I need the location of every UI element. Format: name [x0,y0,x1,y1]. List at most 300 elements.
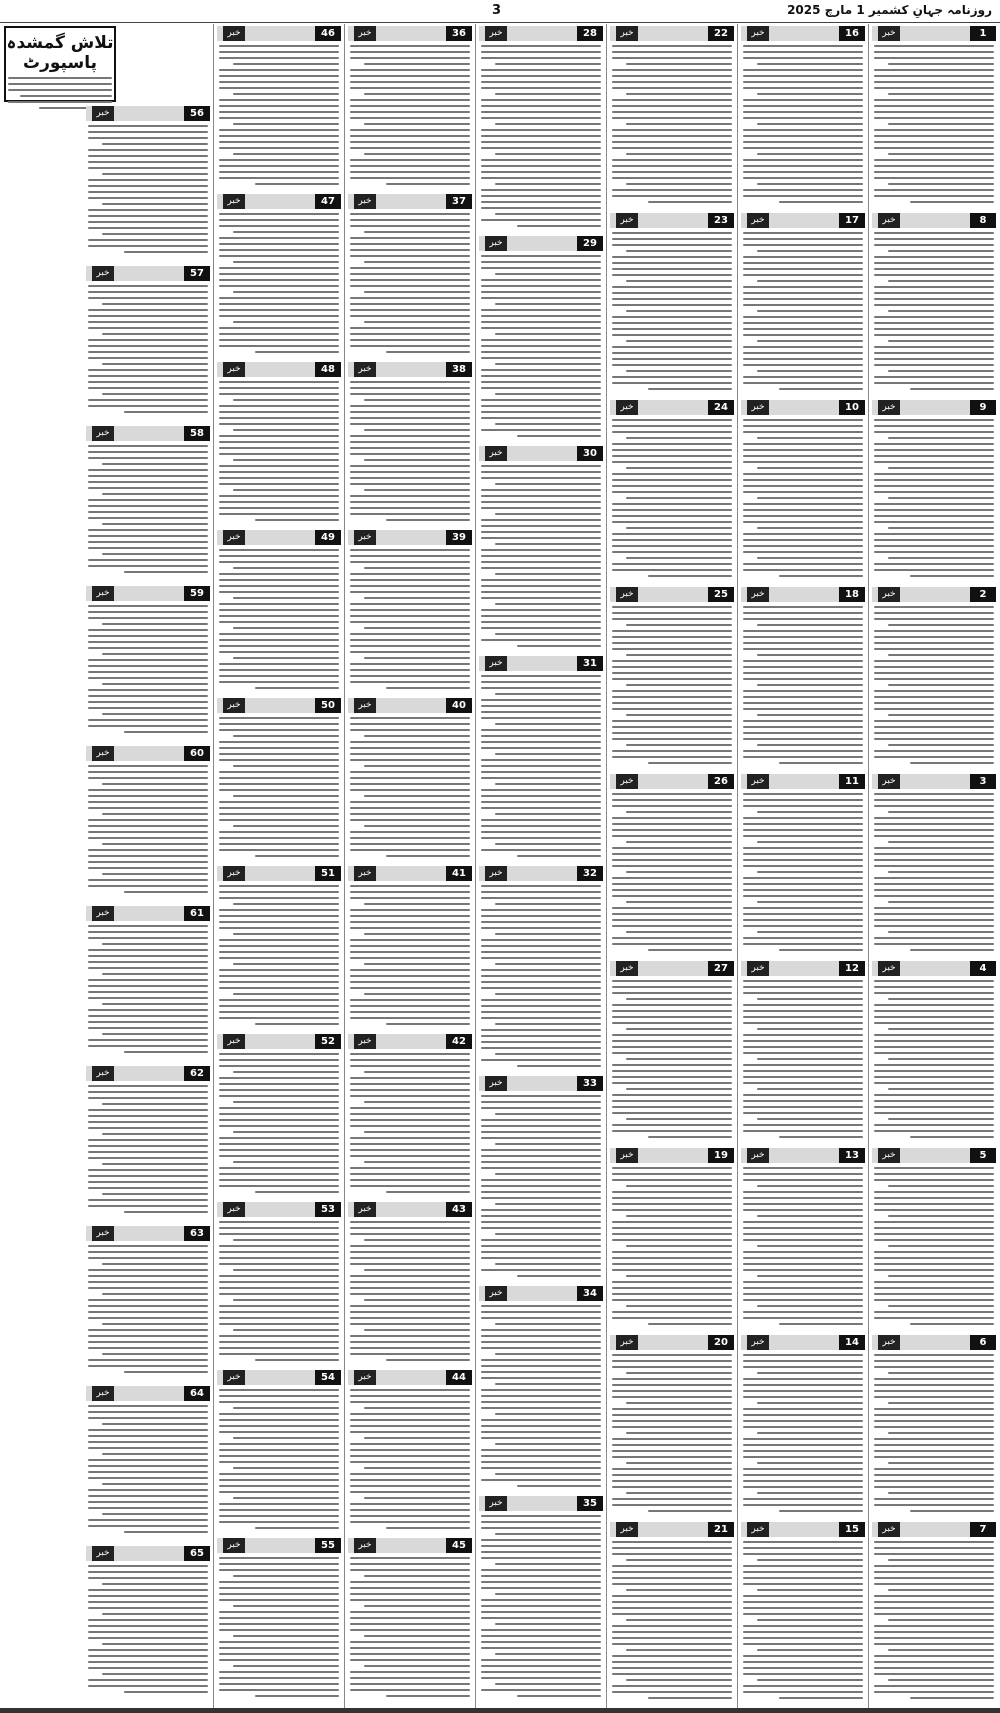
article-number-badge: 28 [577,26,603,41]
article-header-bar [872,400,996,415]
section-tag: خبر [485,1076,507,1091]
section-tag: خبر [92,746,114,761]
section-tag: خبر [223,1538,245,1553]
section-tag: خبر [878,774,900,789]
article-number-badge: 23 [708,213,734,228]
article-number-badge: 8 [970,213,996,228]
article-number-badge: 16 [839,26,865,41]
article-header-bar [479,26,603,41]
article-18 [741,587,865,770]
article-number-badge: 54 [315,1370,341,1385]
article-58 [86,426,210,582]
article-header-bar [479,1496,603,1511]
article-number-badge: 12 [839,961,865,976]
article-header-bar [610,26,734,41]
article-number-badge: 38 [446,362,472,377]
article-header-bar [872,1522,996,1537]
article-body-text [86,285,210,413]
article-header-bar [217,1034,341,1049]
section-tag: خبر [616,961,638,976]
article-40 [348,698,472,862]
article-header-bar [479,446,603,461]
article-61 [86,906,210,1062]
article-header-bar [348,1034,472,1049]
article-number-badge: 26 [708,774,734,789]
article-25 [610,587,734,770]
article-body-text [741,232,865,390]
article-37 [348,194,472,358]
column-divider [868,24,869,1708]
article-body-text [217,45,341,185]
section-tag: خبر [616,1335,638,1350]
article-number-badge: 11 [839,774,865,789]
article-27 [610,961,734,1144]
article-number-badge: 58 [184,426,210,441]
article-header-bar [86,1386,210,1401]
column-divider [606,24,607,1708]
article-header-bar [479,866,603,881]
article-body-text [86,1565,210,1693]
article-body-text [348,1557,472,1697]
article-body-text [348,381,472,521]
article-body-text [217,885,341,1025]
col-3 [610,24,734,1708]
article-body-text [741,45,865,203]
article-body-text [610,980,734,1138]
article-body-text [872,1167,996,1325]
article-9 [872,400,996,583]
article-header-bar [217,362,341,377]
section-tag: خبر [223,1370,245,1385]
article-number-badge: 10 [839,400,865,415]
section-tag: خبر [354,1370,376,1385]
article-48 [217,362,341,526]
article-12 [741,961,865,1144]
lost-passport-notice [4,26,116,102]
article-34 [479,1286,603,1492]
article-number-badge: 42 [446,1034,472,1049]
article-body-text [610,793,734,951]
article-body-text [217,549,341,689]
section-tag: خبر [878,1335,900,1350]
article-body-text [741,419,865,577]
article-body-text [610,1167,734,1325]
article-number-badge: 33 [577,1076,603,1091]
article-header-bar [872,961,996,976]
article-number-badge: 36 [446,26,472,41]
article-number-badge: 65 [184,1546,210,1561]
column-divider [344,24,345,1708]
article-header-bar [741,961,865,976]
section-tag: خبر [616,26,638,41]
section-tag: خبر [747,1148,769,1163]
article-header-bar [872,213,996,228]
article-number-badge: 29 [577,236,603,251]
article-body-text [872,793,996,951]
page-footer-rule [0,1708,1000,1713]
article-header-bar [610,961,734,976]
article-header-bar [741,587,865,602]
section-tag: خبر [223,1202,245,1217]
article-body-text [872,1354,996,1512]
article-header-bar [86,1066,210,1081]
notice-title: تلاش گمشدہ پاسپورٹ [6,33,114,73]
section-tag: خبر [616,1148,638,1163]
article-body-text [610,1354,734,1512]
article-number-badge: 15 [839,1522,865,1537]
section-tag: خبر [92,906,114,921]
article-number-badge: 14 [839,1335,865,1350]
section-tag: خبر [354,26,376,41]
article-59 [86,586,210,742]
article-body-text [741,1167,865,1325]
article-body-text [872,1541,996,1699]
article-46 [217,26,341,190]
article-number-badge: 9 [970,400,996,415]
section-tag: خبر [485,446,507,461]
section-tag: خبر [747,774,769,789]
article-42 [348,1034,472,1198]
article-body-text [479,885,603,1067]
article-header-bar [610,1335,734,1350]
section-tag: خبر [485,866,507,881]
article-header-bar [741,1522,865,1537]
article-26 [610,774,734,957]
section-tag: خبر [878,587,900,602]
article-number-badge: 32 [577,866,603,881]
article-header-bar [348,362,472,377]
article-body-text [217,1557,341,1697]
section-tag: خبر [354,1034,376,1049]
article-22 [610,26,734,209]
article-body-text [86,925,210,1053]
article-header-bar [348,698,472,713]
article-52 [217,1034,341,1198]
article-65 [86,1546,210,1702]
article-14 [741,1335,865,1518]
date-line: روزنامہ جہانِ کشمیر 1 مارچ 2025 [787,3,992,17]
section-tag: خبر [878,26,900,41]
section-tag: خبر [92,426,114,441]
article-body-text [872,419,996,577]
article-body-text [741,606,865,764]
article-24 [610,400,734,583]
section-tag: خبر [878,213,900,228]
article-body-text [610,419,734,577]
article-number-badge: 46 [315,26,341,41]
section-tag: خبر [616,400,638,415]
article-number-badge: 22 [708,26,734,41]
column-divider [475,24,476,1708]
article-body-text [479,45,603,227]
article-number-badge: 41 [446,866,472,881]
article-number-badge: 3 [970,774,996,789]
article-header-bar [741,26,865,41]
section-tag: خبر [878,400,900,415]
article-body-text [217,1221,341,1361]
article-5 [872,1148,996,1331]
section-tag: خبر [223,26,245,41]
article-51 [217,866,341,1030]
article-number-badge: 7 [970,1522,996,1537]
section-tag: خبر [485,656,507,671]
section-tag: خبر [747,26,769,41]
article-60 [86,746,210,902]
section-tag: خبر [485,1286,507,1301]
article-header-bar [872,587,996,602]
article-body-text [348,1389,472,1529]
column-divider [737,24,738,1708]
article-body-text [872,45,996,203]
article-number-badge: 55 [315,1538,341,1553]
article-number-badge: 5 [970,1148,996,1163]
section-tag: خبر [92,586,114,601]
article-body-text [348,885,472,1025]
article-number-badge: 59 [184,586,210,601]
article-header-bar [872,26,996,41]
article-3 [872,774,996,957]
article-header-bar [217,1370,341,1385]
article-56 [86,106,210,262]
section-tag: خبر [354,362,376,377]
article-number-badge: 24 [708,400,734,415]
article-number-badge: 64 [184,1386,210,1401]
article-number-badge: 17 [839,213,865,228]
article-number-badge: 39 [446,530,472,545]
article-32 [479,866,603,1072]
article-body-text [348,717,472,857]
article-29 [479,236,603,442]
section-tag: خبر [354,1202,376,1217]
article-header-bar [217,26,341,41]
article-number-badge: 49 [315,530,341,545]
article-body-text [348,213,472,353]
article-header-bar [610,587,734,602]
article-header-bar [217,1538,341,1553]
article-8 [872,213,996,396]
section-tag: خبر [616,213,638,228]
article-45 [348,1538,472,1702]
section-tag: خبر [223,1034,245,1049]
article-body-text [348,45,472,185]
article-36 [348,26,472,190]
col-6 [217,24,341,1708]
article-body-text [872,606,996,764]
column-divider [213,24,214,1708]
article-body-text [479,1515,603,1697]
article-body-text [217,717,341,857]
article-number-badge: 20 [708,1335,734,1350]
article-50 [217,698,341,862]
article-body-text [610,232,734,390]
section-tag: خبر [485,236,507,251]
article-54 [217,1370,341,1534]
article-body-text [741,793,865,951]
article-body-text [479,255,603,437]
article-header-bar [86,106,210,121]
article-header-bar [348,26,472,41]
article-header-bar [741,213,865,228]
article-body-text [741,980,865,1138]
article-header-bar [610,1148,734,1163]
article-number-badge: 1 [970,26,996,41]
article-38 [348,362,472,526]
article-number-badge: 51 [315,866,341,881]
article-number-badge: 60 [184,746,210,761]
article-number-badge: 27 [708,961,734,976]
article-header-bar [741,1148,865,1163]
section-tag: خبر [223,194,245,209]
article-number-badge: 34 [577,1286,603,1301]
col-2 [741,24,865,1708]
article-body-text [479,675,603,857]
article-1 [872,26,996,209]
article-body-text [217,213,341,353]
article-header-bar [741,400,865,415]
section-tag: خبر [92,1066,114,1081]
masthead [0,0,1000,23]
article-body-text [741,1354,865,1512]
article-body-text [610,45,734,203]
article-body-text [86,1085,210,1213]
article-23 [610,213,734,396]
article-number-badge: 21 [708,1522,734,1537]
section-tag: خبر [878,1522,900,1537]
article-body-text [86,765,210,893]
article-number-badge: 35 [577,1496,603,1511]
article-number-badge: 48 [315,362,341,377]
section-tag: خبر [223,866,245,881]
section-tag: خبر [878,1148,900,1163]
article-body-text [348,1053,472,1193]
article-header-bar [348,194,472,209]
article-15 [741,1522,865,1705]
article-31 [479,656,603,862]
article-header-bar [217,698,341,713]
article-body-text [479,1095,603,1277]
article-body-text [741,1541,865,1699]
article-39 [348,530,472,694]
section-tag: خبر [616,774,638,789]
article-body-text [86,1245,210,1373]
section-tag: خبر [223,698,245,713]
article-body-text [610,606,734,764]
article-number-badge: 31 [577,656,603,671]
article-header-bar [610,774,734,789]
article-body-text [217,1053,341,1193]
article-number-badge: 57 [184,266,210,281]
article-63 [86,1226,210,1382]
article-20 [610,1335,734,1518]
article-28 [479,26,603,232]
section-tag: خبر [354,698,376,713]
section-tag: خبر [223,362,245,377]
col-7 [86,104,210,1708]
article-7 [872,1522,996,1705]
article-header-bar [86,906,210,921]
section-tag: خبر [747,1335,769,1350]
article-number-badge: 13 [839,1148,865,1163]
article-header-bar [479,1286,603,1301]
article-16 [741,26,865,209]
article-header-bar [86,1226,210,1241]
section-tag: خبر [92,1226,114,1241]
article-header-bar [348,1202,472,1217]
article-header-bar [348,1538,472,1553]
article-header-bar [217,194,341,209]
article-4 [872,961,996,1144]
article-header-bar [741,1335,865,1350]
article-number-badge: 40 [446,698,472,713]
article-header-bar [86,426,210,441]
section-tag: خبر [354,866,376,881]
article-header-bar [610,213,734,228]
section-tag: خبر [878,961,900,976]
article-header-bar [479,1076,603,1091]
article-header-bar [872,1335,996,1350]
article-10 [741,400,865,583]
article-41 [348,866,472,1030]
article-body-text [217,381,341,521]
section-tag: خبر [92,1546,114,1561]
section-tag: خبر [485,26,507,41]
section-tag: خبر [354,194,376,209]
article-number-badge: 52 [315,1034,341,1049]
article-57 [86,266,210,422]
article-number-badge: 2 [970,587,996,602]
article-header-bar [86,746,210,761]
article-number-badge: 25 [708,587,734,602]
article-body-text [872,980,996,1138]
article-53 [217,1202,341,1366]
article-number-badge: 37 [446,194,472,209]
article-21 [610,1522,734,1705]
article-number-badge: 62 [184,1066,210,1081]
article-13 [741,1148,865,1331]
section-tag: خبر [92,266,114,281]
article-header-bar [86,586,210,601]
article-number-badge: 19 [708,1148,734,1163]
article-35 [479,1496,603,1702]
col-5 [348,24,472,1708]
article-55 [217,1538,341,1702]
col-1 [872,24,996,1708]
article-header-bar [479,236,603,251]
article-19 [610,1148,734,1331]
article-body-text [86,605,210,733]
article-body-text [872,232,996,390]
article-number-badge: 44 [446,1370,472,1385]
article-number-badge: 53 [315,1202,341,1217]
section-tag: خبر [354,530,376,545]
article-11 [741,774,865,957]
article-header-bar [86,1546,210,1561]
article-number-badge: 43 [446,1202,472,1217]
article-body-text [479,465,603,647]
article-header-bar [217,866,341,881]
article-header-bar [872,1148,996,1163]
article-header-bar [610,400,734,415]
article-43 [348,1202,472,1366]
section-tag: خبر [223,530,245,545]
article-header-bar [348,1370,472,1385]
article-body-text [86,445,210,573]
article-62 [86,1066,210,1222]
section-tag: خبر [92,1386,114,1401]
section-tag: خبر [747,1522,769,1537]
article-6 [872,1335,996,1518]
article-header-bar [741,774,865,789]
